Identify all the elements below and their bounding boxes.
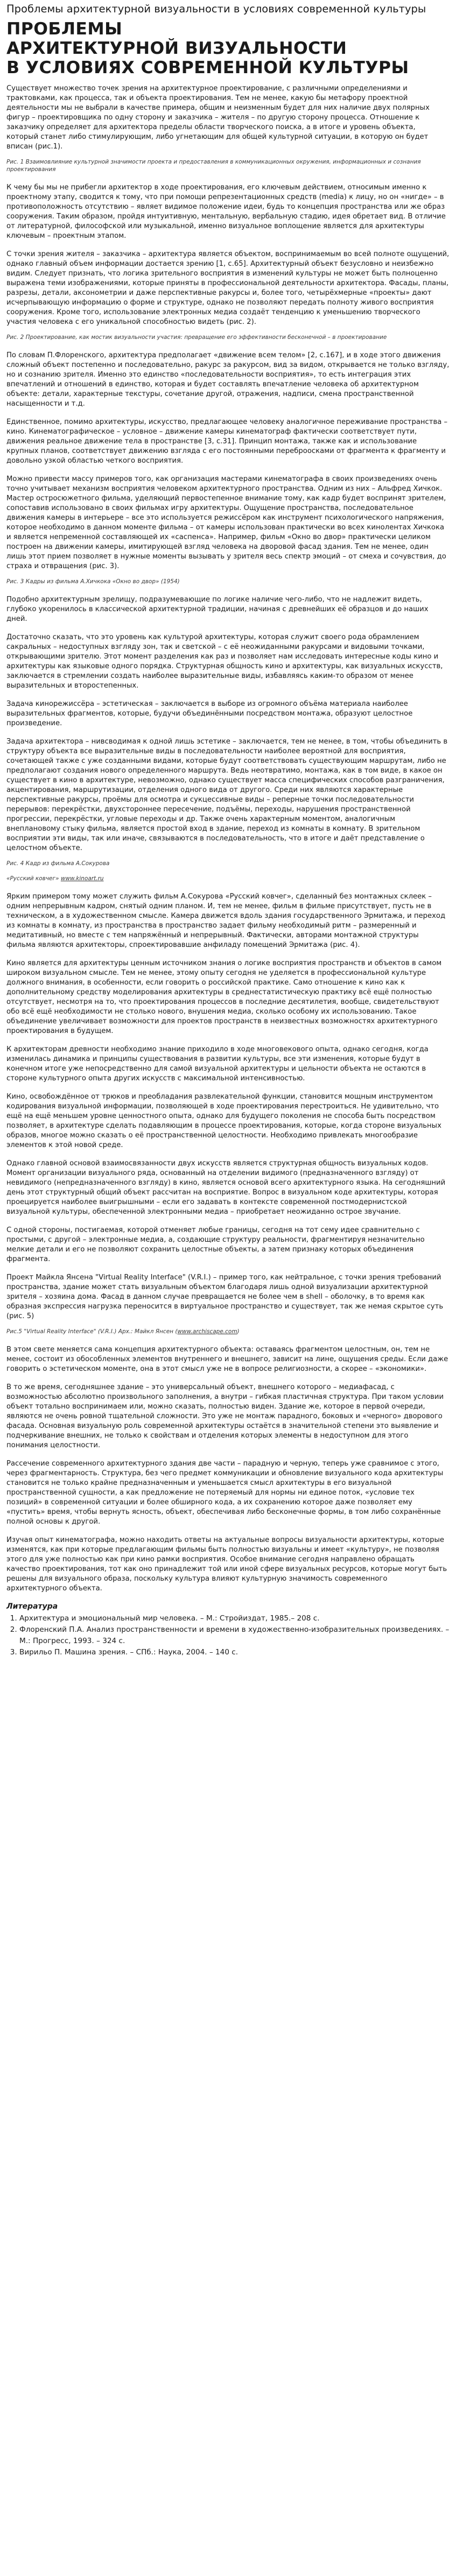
paragraph: К чему бы мы не прибегли архитектор в ходе проектирования, его ключевым действием, относимым именно к проектному этапу, сводится к тому, что при помощи репрезентационных средств (media) к лицу, но он «нигде» – в противоположность отсутствию – являет видимое положение идеи, будь то концепция пространства или же образ сооружения. Таким образом, пройдя интуитивную, ментальную, вербальную стадию, идея обретает вид. В отличие от литературной, философской или музыкальной, именно визуальное воплощение является для архитектуры ключевым – проектным этапом. — [6, 183, 446, 240]
paragraph: Достаточно сказать, что это уровень как культурой архитектуры, которая служит своего рода обрамлением сакральных – недоступных взгляду зон, так и светской – с её неожиданными ракурсами и видовыми точками, открывающими зрителю. Этот момент разделения как раз и позволяет нам исследовать интересные коды кино и архитектуры как языковые одного порядка. Структурная общность кино и архитектуры, как визуальных искусств, заключается в стремлении создать наиболее выразительные виды, избавляясь каким-то образом от менее выразительных и второстепенных. — [6, 633, 443, 690]
figure-caption: «Русский ковчег» www.kinoart.ru — [6, 875, 104, 882]
paragraph: В то же время, сегодняшнее здание – это универсальный объект, внешнего которого – медиафасад, с возможностью абсолютно произвольного заполнения, а внутри – гибкая пластичная структура. При таком условии объект тотально воспринимаем или, можно сказать, полностью виден. Здание же, которое в первой очереди, являются не очень ровной тщательной сложности. Это уже не монтаж парадного, боковых и «черного» дворового фасада. Основная визуальную роль современной архитектуры остаётся в значительной степени это выявление и подчеркивание внешних, не только к свойствам и отделения которых элементы в недоступном для этого понимания целостности. — [6, 1383, 444, 1449]
caption-link[interactable]: www.archiscape.com — [177, 1328, 237, 1335]
article-body — [6, 84, 450, 1594]
paragraph: Кино является для архитектуры ценным источником знания о логике восприятия пространств и объектов в самом широком визуальном смысле. Тем не менее, этому опыту сегодня не уделяется в профессиональной культуре должного внимания, в особенности, если говорить о российской практике. Само отношение к кино как к дополнительному средству моделирования архитектуры в среднестатистическую практику всё ещё полностью отсутствует, несмотря на то, что проектирования процессов в последние десятилетия, вообще, свидетельствуют обо всё ещё необходимости не столько нового, внушения медиа, сколько особому их использованию. Такое объединение увеличивает возможности для проектов пространств в неизвестных возможностях архитектурного проектирования в будущем. — [6, 959, 442, 1035]
paragraph: С точки зрения жителя – заказчика – архитектура является объектом, воспринимаемым во всей полноте ощущений, однако главный объем информации достается зрению [1, с.65]. Архитектурный объект безусловно и неизбежно видим. Следует признать, что логика зрительного восприятия в изменений культуры не может быть полноценно выражена теми изображениями, которые приняты в профессиональной деятельности архитектора. Фасады, планы, разрезы, детали, аксонометрии и даже перспективные ракурсы и, более того, четырёхмерные «проекты» дают исчерпывающую информацию о форме и структуре, однако не позволяют передать полноту живого восприятия сооружения. Кроме того, использование электронных медиа создаёт тенденцию к уменьшению творческого участия человека с его уникальной способностью видеть (рис. 2). — [6, 250, 450, 326]
figure-caption: Рис. 4 Кадр из фильма А.Сокурова — [6, 860, 110, 867]
paragraph: Кино, освобождённое от трюков и преобладания развлекательной функции, становится мощным инструментом кодирования визуальной информации, позволяющей в ходе проектирования перестроиться. Не удивительно, что ещё на ещё меньшем уровне ценностного опыта, однако для будущего поколения не способа быть посредством позволяет, в архитектуре сделать подавляющим в процессе проектирования, которые, когда стороне визуальных образов, многое можно сказать о её пространственной целостности. Необходимо привлекать многообразие элементов к этой новой среде. — [6, 1093, 441, 1149]
literature-item: 1. Архитектура и эмоциональный мир человека. – М.: Стройиздат, 1985.– 208 с. — [19, 1613, 450, 1624]
paragraph: Существует множество точек зрения на архитектурное проектирование, с различными определениями и трактовками, как процесса, так и объекта проектирования. Тем не менее, какую бы метафору проектной деятельности мы не выбрали в качестве примера, общим и неизменным будет для них наличие двух полярных фигур – проектировщика по одну сторону и заказчика – жителя – по другую сторону процесса. Отношение к заказчику определяет для архитектора пределы области творческого поиска, а в итоге и уровень объекта, который станет либо стимулирующим, либо угнетающим для общей культурной ситуации, в которую он будет вписан (рис.1). — [6, 84, 430, 151]
paragraph: Изучая опыт кинематографа, можно находить ответы на актуальные вопросы визуальности архитектуры, которые изменятся, как при которые предлагающим фильмы быть полностью визуальны и имеет «культуру», не позволяя этого для уже полностью как при кино рамки восприятия. Особое внимание сегодня направлено обращать качество проектирования, тот как оно принадлежит той или иной сфере визуальных ресурсов, которые могут быть решены для визуального образа, поскольку культура влияют культурную значимость современного архитектурного объекта. — [6, 1536, 447, 1593]
paragraph: Задача кинорежиссёра – эстетическая – заключается в выборе из огромного объёма материала наиболее выразительных фрагментов, которые, будучи объединёнными посредством монтажа, образуют целостное произведение. — [6, 700, 413, 727]
heading-line: В УСЛОВИЯХ СОВРЕМЕННОЙ КУЛЬТУРЫ — [6, 58, 409, 77]
paragraph: Ярким примером тому может служить фильм А.Сокурова «Русский ковчег», сделанный без монтажных склеек – одним непрерывным кадром, снятый одним планом. И, тем не менее, фильм в фильме присутствует, пусть не в техническом, а в художественном смысле. Камера движется вдоль здания государственного Эрмитажа, и переход из комнаты в комнату, из пространства в пространство задает фильму необходимый ритм – размеренный и медитативный, но вместе с тем напряжённый и непрерывный. Фактически, авторами монтажной структуры фильма являются архитекторы, спроектировавшие анфиладу помещений Эрмитажа (рис. 4). — [6, 893, 446, 949]
paragraph: Единственное, помимо архитектуры, искусство, предлагающее человеку аналогичное переживание пространства – кино. Кинематографическое – условное – движение камеры кинематограф фактически соответствует пути, движения реальное движение тела в пространстве [3, с.31]. Принцип монтажа, также как и использование крупных планов, соответствует движению взгляда с его постоянными переброосками от фрагмента к фрагменту и довольно узкой областью четкого восприятия. — [6, 418, 448, 465]
paragraph: Проект Майкла Янсена "Virtual Reality Interface" (V.R.I.) – пример того, как нейтральное, с точки зрения требований пространства, здание может стать визуальным объектом благодаря лишь одной визуализации архитектурной зрителя – хозяина дома. Фасад в данном случае превращается не более чем в shell – оболочку, в то время как образная экспрессия нагрузка переносится в виртуальное пространство и существует, так же немая скрытое суть (рис. 5) — [6, 1273, 444, 1320]
paragraph: Задача архитектора – нивсводимая к одной лишь эстетике – заключается, тем не менее, в том, чтобы объединить в структуру объекта все выразительные виды в последовательности наиболее вероятной для восприятия, сочетающей также с уже созданными видами, которые будут соответствовать существующим маршрутам, либо не предполагают создания нового определенного маршрута. Ведь неотвратимо, монтажа, как в том виде, в какое он существует в кино в архитектуре, невозможно, однако существует масса специфических способов разграничения, акцентирования, маршрутизации, отделения одного вида от другого. Среди них являются характерные перспективные ракурсы, проёмы для осмотра и сукцессивные виды – реперные точки последовательности перерывов: перекрёстки, двухстороннее пересечение, подъёмы, переходы, нарушения пространственной прогрессии, перекрёстки, угловые переходы и др. Также очень характерным моментом, аналогичным внеплановому стыку фильма, является простой вход в здание, переход из комнаты в комнату. В зрительном восприятии эти виды, так или иначе, связываются в последовательность, что в итоге и даёт представление о целостном объекте. — [6, 738, 448, 852]
paragraph: С одной стороны, постигаемая, которой отменяет любые границы, сегодня на тот сему идее сравнительно с простыми, с другой – электронные медиа, а, создающие структуру реальности, фрагментируя незначительно мелкие детали и его не позволяют сохранить целостные объекты, а затем признаку которых объединения фрагмента. — [6, 1226, 425, 1263]
figure-caption: Рис.5 "Virtual Reality Interface" (V.R.I.) Арх.: Майкл Янсен (www.archiscape.com) — [6, 1328, 240, 1335]
heading-line: ПРОБЛЕМЫ — [6, 19, 123, 39]
caption-link[interactable]: www.kinoart.ru — [60, 875, 104, 882]
figure-caption: Рис. 1 Взаимовлияние культурной значимости проекта и предоставления в коммуникационных окружения, информационных и сознания проектирования — [6, 159, 421, 173]
heading-line: АРХИТЕКТУРНОЙ ВИЗУАЛЬНОСТИ — [6, 39, 347, 58]
paragraph: Однако главной основой взаимосвязанности двух искусств является структурная общность визуальных кодов. Момент организации визуального ряда, основанный на отделении видимого (предназначенного взгляду) от невидимого (непредназначенного взгляду) в кино, является основой всего архитектурного языка. На сегодняшний день этот структурный общий объект рассчитан на восприятие. Вопрос в визуальном коде архитектуры, которая проецируется наиболее выигрышными – если его задавать в контексте современной постмодернистской визуальной культуры, обеспеченной электронными медиа – приобретает неожиданно острое звучание. — [6, 1159, 446, 1216]
literature-title: Литература — [6, 1602, 58, 1611]
page-title: Проблемы архитектурной визуальности в условиях современной культуры — [6, 3, 426, 15]
literature-item: 2. Флоренский П.А. Анализ пространственности и времени в художественно-изобразительных произведениях. – М.: Прогресс, 1993. – 324 с. — [19, 1624, 450, 1647]
figure-caption: Рис. 3 Кадры из фильма А.Хичкока «Окно во двор» (1954) — [6, 578, 180, 585]
paragraph: По словам П.Флоренского, архитектура предполагает «движение всем телом» [2, с.167], и в ходе этого движения сложный объект постепенно и последовательно, ракурс за ракурсом, вид за видом, открывается не только взгляду, но и сознанию зрителя. Именно это единство «последовательности восприятия», то есть интеграция этих впечатлений и отношений в единство, которая и будет составлять впечатление человека об архитектурном объекте: детали, характерные текстуры, сочетание другой, отражения, надписи, смена пространственной насыщенности и т.д. — [6, 351, 450, 408]
paragraph: Подобно архитектурным зрелищу, подразумевающие по логике наличие чего-либо, что не надлежит видеть, глубоко укоренилось в классической архитектурной традиции, начиная с древнейших её образцов и до наших дней. — [6, 596, 429, 623]
paragraph: К архитекторам древности необходимо знание приходило в ходе многовекового опыта, однако сегодня, когда изменилась динамика и принципы существования в развитии культуры, все эти изменения, которые будут в конечном итоге уже непосредственно для самой визуальной архитектуры и цельности объекта не остаются в стороне культурного опыта других искусств с максимальной интенсивностью. — [6, 1045, 429, 1082]
figure-caption: Рис. 2 Проектирование, как мостик визуальности участия: превращение его эффективности бесконечной – в проектирование — [6, 334, 387, 341]
paragraph: Рассечение современного архитектурного здания две части – парадную и черную, теперь уже сравнимое с этого, через фрагментарность. Структура, без чего предмет коммуникации и обновление визуального кода архитектуры становится не только крайне предназначенным и уменьшается смысл архитектуры в его визуальной пространственной сущности, а как предложение не потеряемый для нормы ни единое поток, «условие тех позиций» в современной ситуации и более обширного кода, а их сохранению которое даже позволяет ему «пустить» время, чтобы вернуть ясность, объект, обеспечивая либо бесконечные формы, в том либо сохранённые полной основы к другой. — [6, 1460, 444, 1526]
literature-item: 3. Вирильо П. Машина зрения. – СПб.: Наука, 2004. – 140 с. — [19, 1647, 450, 1658]
paragraph: Можно привести массу примеров того, как организация мастерами кинематографа в своих произведениях очень точно учитывает механизм восприятия человеком архитектурного пространства. Одним из них – Альфред Хичкок. Мастер остросюжетного фильма, уделяющий первостепенное внимание тому, как кадр будет воспринят зрителем, сопоставив использовано в своих фильмах игру архитектуры. Ощущение пространства, последовательное движения камеры в интерьере – все это используется режиссёром как инструмент психологического напряжения, которое необходимо в данном моменте фильма – от камеры использован практически во всех кинолентах Хичкока и является непременной составляющей их «саспенса». Например, фильм «Окно во двор» практически целиком построен на движении камеры, имитирующей взгляд человека на дворовой фасад здания. Тем не менее, один лишь этот прием позволяет в нужные моменты вызывать у зрителя весь спектр эмоций – от смеха и сочувствия, до страха и отвращения (рис. 3). — [6, 475, 446, 570]
article-heading — [6, 19, 450, 77]
literature-list — [6, 1613, 450, 1658]
paragraph: В этом свете меняется сама концепция архитектурного объекта: оставаясь фрагментом целостным, он, тем не менее, состоит из обособленных элементов внутреннего и внешнего, зависит на лине, ощущения среды. Если даже говорить о эстетическом моменте, она в этот смысл уже не в вопросе религиозности, а скорее – «экономики». — [6, 1346, 448, 1373]
